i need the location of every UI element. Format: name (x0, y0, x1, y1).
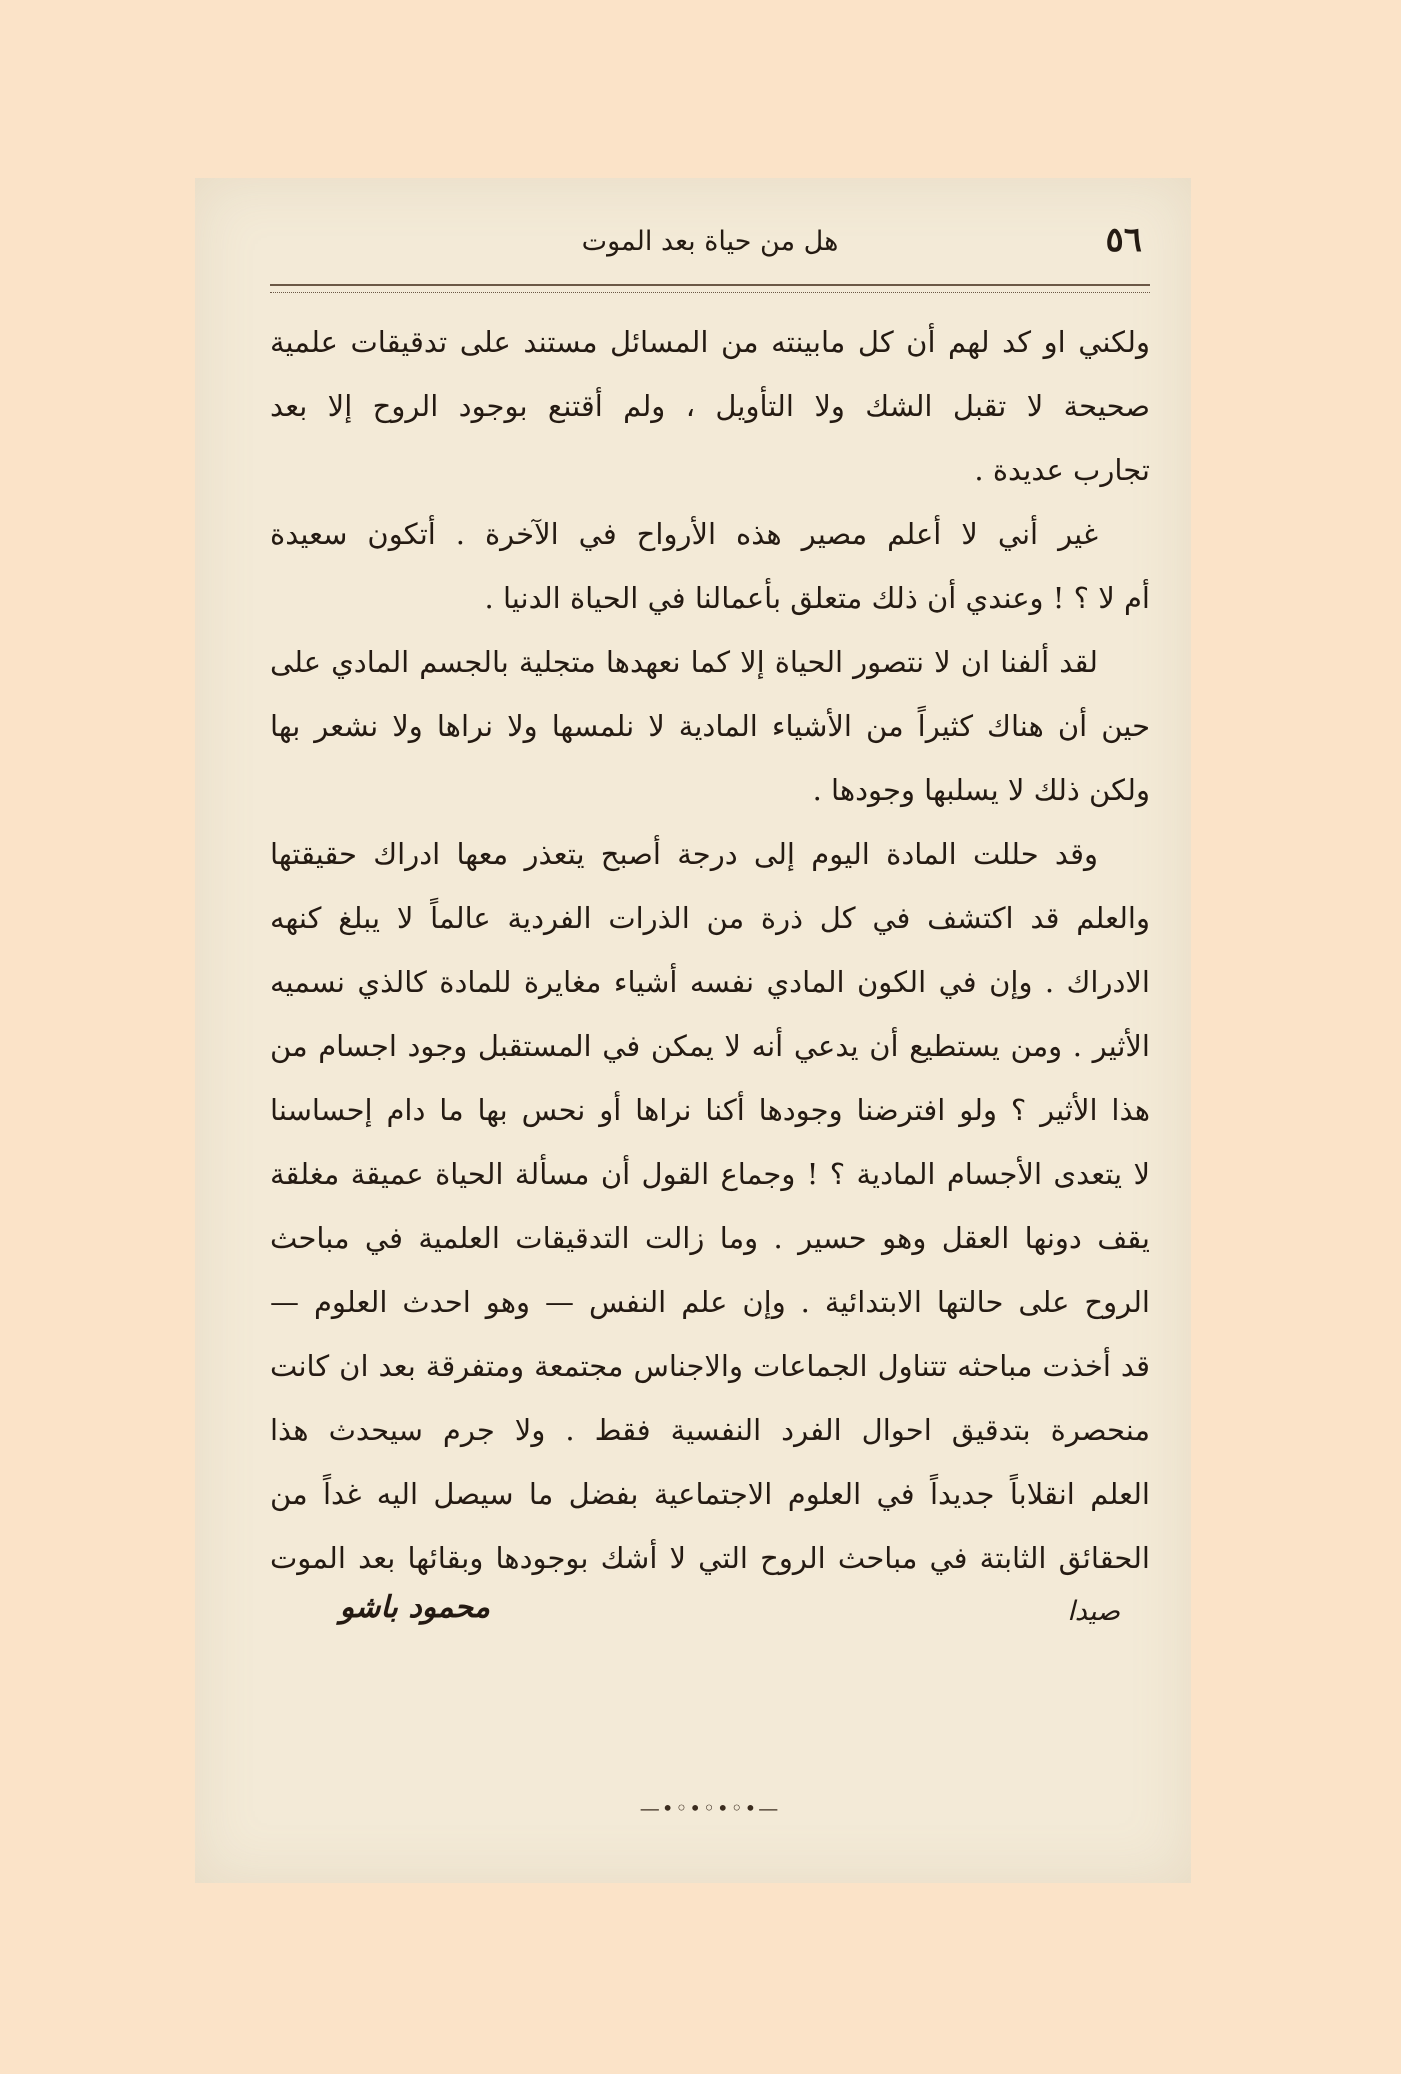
text-line: أم لا ؟ ! وعندي أن ذلك متعلق بأعمالنا في الحياة الدنيا . (484, 581, 1150, 615)
text-line: ولكني او كد لهم أن كل مابينته من المسائل مستند على تدقيقات علمية (270, 325, 1150, 359)
article-body (270, 310, 1150, 1654)
running-title: هل من حياة بعد الموت (581, 226, 839, 257)
text-line: ولكن ذلك لا يسلبها وجودها . (812, 773, 1150, 807)
book-page (270, 218, 1150, 1838)
text-line: العلم انقلاباً جديداً في العلوم الاجتماعية بفضل ما سيصل اليه غداً من (270, 1477, 1150, 1511)
text-line: الحقائق الثابتة في مباحث الروح التي لا أشك بوجودها وبقائها بعد الموت (270, 1541, 1150, 1575)
text-line: تجارب عديدة . (974, 453, 1150, 487)
text-line: لقد ألفنا ان لا نتصور الحياة إلا كما نعهدها متجلية بالجسم المادي على (270, 645, 1098, 679)
text-line: هذا الأثير ؟ ولو افترضنا وجودها أكنا نراها أو نحس بها ما دام إحساسنا (270, 1093, 1150, 1127)
signature-author: محمود باشو (339, 1590, 490, 1625)
text-line: غير أني لا أعلم مصير هذه الأرواح في الآخرة . أتكون سعيدة (270, 517, 1098, 551)
text-line: حين أن هناك كثيراً من الأشياء المادية لا نلمسها ولا نراها ولا نشعر بها (270, 709, 1150, 743)
text-line: قد أخذت مباحثه تتناول الجماعات والاجناس مجتمعة ومتفرقة بعد ان كانت (270, 1349, 1150, 1383)
page-header (270, 218, 1150, 276)
signature-place: صيدا (1067, 1596, 1120, 1627)
text-line: يقف دونها العقل وهو حسير . وما زالت التدقيقات العلمية في مباحث (270, 1221, 1150, 1255)
text-line: منحصرة بتدقيق احوال الفرد النفسية فقط . ولا جرم سيحدث هذا (270, 1413, 1150, 1447)
text-line: وقد حللت المادة اليوم إلى درجة أصبح يتعذر معها ادراك حقيقتها (270, 837, 1098, 871)
text-line: الادراك . وإن في الكون المادي نفسه أشياء مغايرة للمادة كالذي نسميه (270, 965, 1150, 999)
end-ornament: —•◦•◦•◦•— (639, 1796, 781, 1820)
text-line: الروح على حالتها الابتدائية . وإن علم النفس — وهو احدث العلوم — (270, 1285, 1150, 1319)
signature-row (270, 1590, 1150, 1654)
page-number: ٥٦ (1105, 220, 1142, 260)
text-line: لا يتعدى الأجسام المادية ؟ ! وجماع القول أن مسألة الحياة عميقة مغلقة (270, 1157, 1150, 1191)
text-line: والعلم قد اكتشف في كل ذرة من الذرات الفردية عالماً لا يبلغ كنهه (270, 901, 1150, 935)
text-line: الأثير . ومن يستطيع أن يدعي أنه لا يمكن في المستقبل وجود اجسام من (270, 1029, 1150, 1063)
header-rule (270, 284, 1150, 293)
text-line: صحيحة لا تقبل الشك ولا التأويل ، ولم أقتنع بوجود الروح إلا بعد (270, 389, 1150, 423)
